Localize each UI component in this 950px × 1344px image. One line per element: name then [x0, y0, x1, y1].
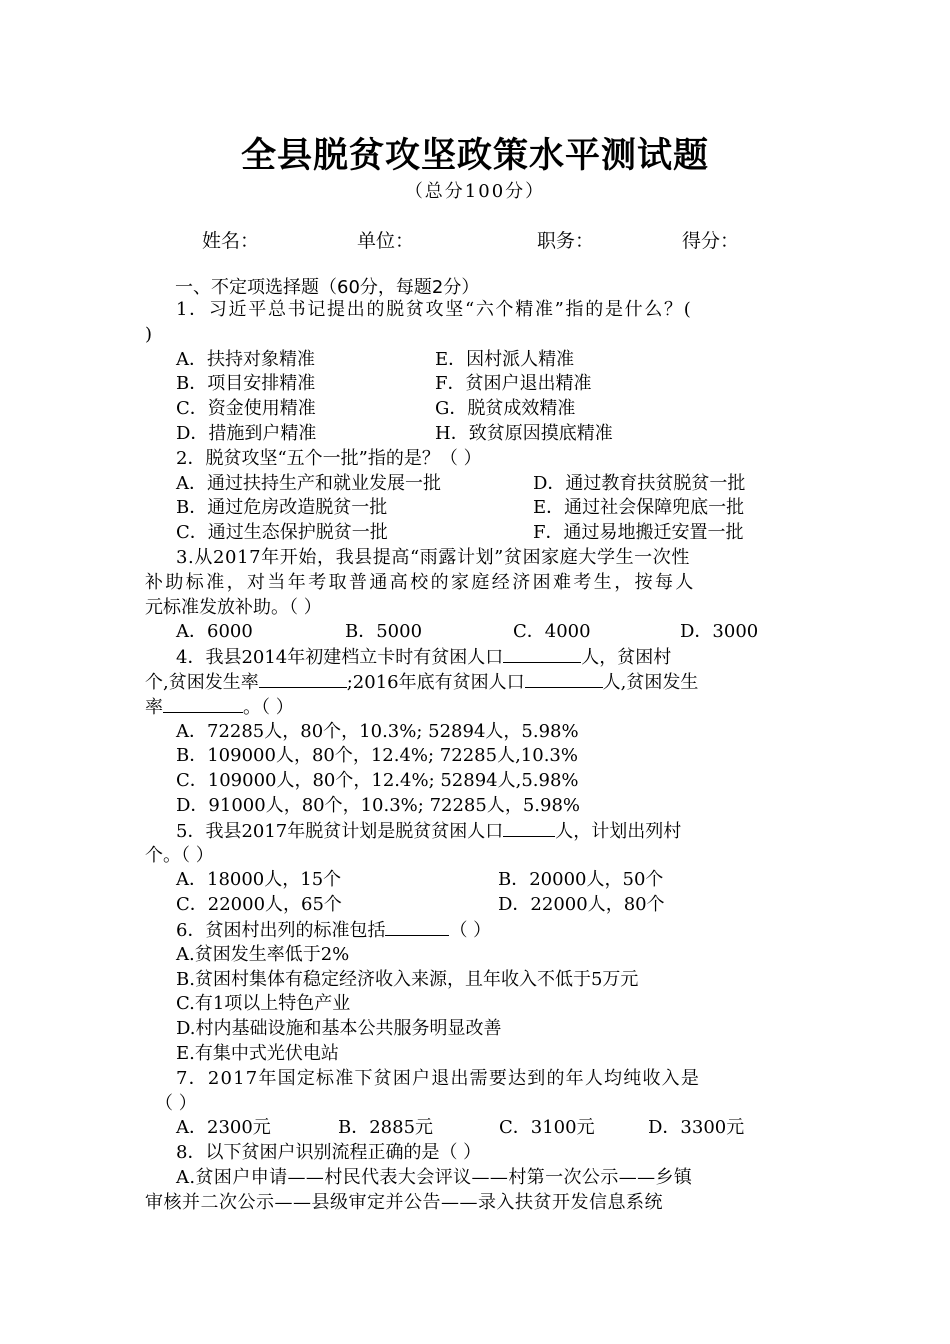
option: E.有集中式光伏电站 [176, 1042, 339, 1064]
question-4-text: 人,贫困发生 [602, 671, 699, 693]
question-1-stem-cont: ) [145, 323, 153, 345]
question-6-text: （ ） [449, 919, 492, 941]
questions-body [145, 298, 807, 1215]
question-2-options-row [145, 521, 807, 546]
option: B．通过危房改造脱贫一批 [176, 497, 388, 519]
total-score-note: （总分100分） [404, 181, 546, 202]
option: D.村内基础设施和基本公共服务明显改善 [176, 1018, 502, 1040]
name-label: 姓名： [202, 230, 260, 252]
option: A．72285人，80个，10.3%; 52894人，5.98% [176, 720, 579, 742]
question-5-text: 人，计划出列村 [555, 820, 682, 842]
option: A．通过扶持生产和就业发展一批 [176, 472, 441, 494]
option: D．通过教育扶贫脱贫一批 [533, 472, 746, 494]
option: C．3100元 [499, 1117, 595, 1139]
question-4-text: 人，贫困村 [581, 647, 672, 669]
question-2-stem: 2．脱贫攻坚“五个一批”指的是？（ ） [176, 447, 482, 469]
option: B．109000人，80个，12.4%; 72285人,10.3% [176, 745, 578, 767]
option: B．20000人，50个 [498, 869, 664, 891]
option: A．18000人，15个 [176, 869, 342, 891]
question-4-stem [145, 645, 807, 670]
option: D．3000 [680, 621, 759, 643]
option: G．脱贫成效精准 [435, 398, 576, 420]
option: D．3300元 [648, 1117, 745, 1139]
question-1-options-row [145, 372, 807, 397]
question-8-option-a: A.贫困户申请——村民代表大会评议——村第一次公示——乡镇 [176, 1166, 693, 1188]
section-heading: 一、不定项选择题（60分，每题2分） [175, 277, 480, 298]
question-1-stem: 1．习近平总书记提出的脱贫攻坚“六个精准”指的是什么？( [176, 299, 693, 320]
question-6-text: 6．贫困村出列的标准包括 [176, 919, 386, 941]
option: C.有1项以上特色产业 [176, 993, 351, 1015]
question-4-text: 个,贫困发生率 [145, 671, 259, 693]
option: E．因村派人精准 [435, 348, 575, 370]
answer-blank [163, 695, 243, 713]
question-4-stem-cont [145, 670, 807, 695]
option: H．致贫原因摸底精准 [435, 422, 613, 444]
question-1-options-row [145, 422, 807, 447]
option: A．6000 [176, 621, 253, 643]
option: B．5000 [345, 621, 423, 643]
option: C．资金使用精准 [176, 398, 316, 420]
question-4-text: ;2016年底有贫困人口 [346, 671, 525, 693]
question-3-stem: 3.从2017年开始，我县提高“雨露计划”贫困家庭大学生一次性 [176, 546, 690, 568]
question-5-options-row [145, 868, 807, 893]
option: F．通过易地搬迁安置一批 [533, 522, 744, 544]
option: C．通过生态保护脱贫一批 [176, 522, 388, 544]
option: F．贫困户退出精准 [435, 373, 592, 395]
question-5-options-row [145, 893, 807, 918]
option: B．2885元 [338, 1117, 434, 1139]
question-5-stem-cont: 个。（ ） [145, 844, 214, 866]
question-7-options-row [145, 1116, 807, 1141]
option: A．2300元 [176, 1117, 271, 1139]
answer-blank [503, 645, 581, 663]
option: D．91000人，80个，10.3%; 72285人，5.98% [176, 794, 581, 816]
question-1-options-row [145, 397, 807, 422]
question-3-stem-cont: 元标准发放补助。（ ） [145, 596, 322, 618]
position-label: 职务： [537, 230, 595, 252]
answer-blank [385, 918, 449, 936]
score-label: 得分： [682, 230, 740, 252]
option: B.贫困村集体有稳定经济收入来源，且年收入不低于5万元 [176, 968, 639, 990]
option: B．项目安排精准 [176, 373, 316, 395]
question-8-option-a-cont: 审核并二次公示——县级审定并公告——录入扶贫开发信息系统 [145, 1191, 663, 1213]
answer-blank [259, 670, 347, 688]
option: D．措施到户精准 [176, 422, 317, 444]
option: C．109000人，80个，12.4%; 52894人,5.98% [176, 770, 579, 792]
option: E．通过社会保障兜底一批 [533, 497, 745, 519]
answer-blank [503, 819, 555, 837]
option: C．22000人，65个 [176, 894, 342, 916]
question-5-text: 5．我县2017年脱贫计划是脱贫贫困人口 [176, 820, 504, 842]
answer-blank [525, 670, 603, 688]
question-4-text: 率 [145, 696, 163, 718]
question-2-options-row [145, 496, 807, 521]
question-8-stem: 8．以下贫困户识别流程正确的是（ ） [176, 1142, 482, 1164]
option: C．4000 [513, 621, 591, 643]
question-2-options-row [145, 472, 807, 497]
question-4-stem-cont [145, 695, 807, 720]
question-1-options-row [145, 348, 807, 373]
question-4-text: 4．我县2014年初建档立卡时有贫困人口 [176, 647, 504, 669]
question-7-stem-cont: （ ） [155, 1092, 197, 1114]
unit-label: 单位： [357, 230, 415, 252]
question-3-options-row [145, 620, 807, 645]
question-6-stem [145, 918, 807, 943]
page-title: 全县脱贫攻坚政策水平测试题 [240, 135, 709, 176]
question-5-stem [145, 819, 807, 844]
option: A.贫困发生率低于2% [176, 943, 350, 965]
examinee-info-row [0, 226, 950, 254]
question-4-text: 。（ ） [243, 696, 294, 718]
question-3-stem-cont: 补助标准，对当年考取普通高校的家庭经济困难考生，按每人 [145, 571, 696, 593]
question-7-stem: 7．2017年国定标准下贫困户退出需要达到的年人均纯收入是 [176, 1067, 701, 1089]
option: A．扶持对象精准 [176, 348, 315, 370]
option: D．22000人，80个 [498, 894, 665, 916]
